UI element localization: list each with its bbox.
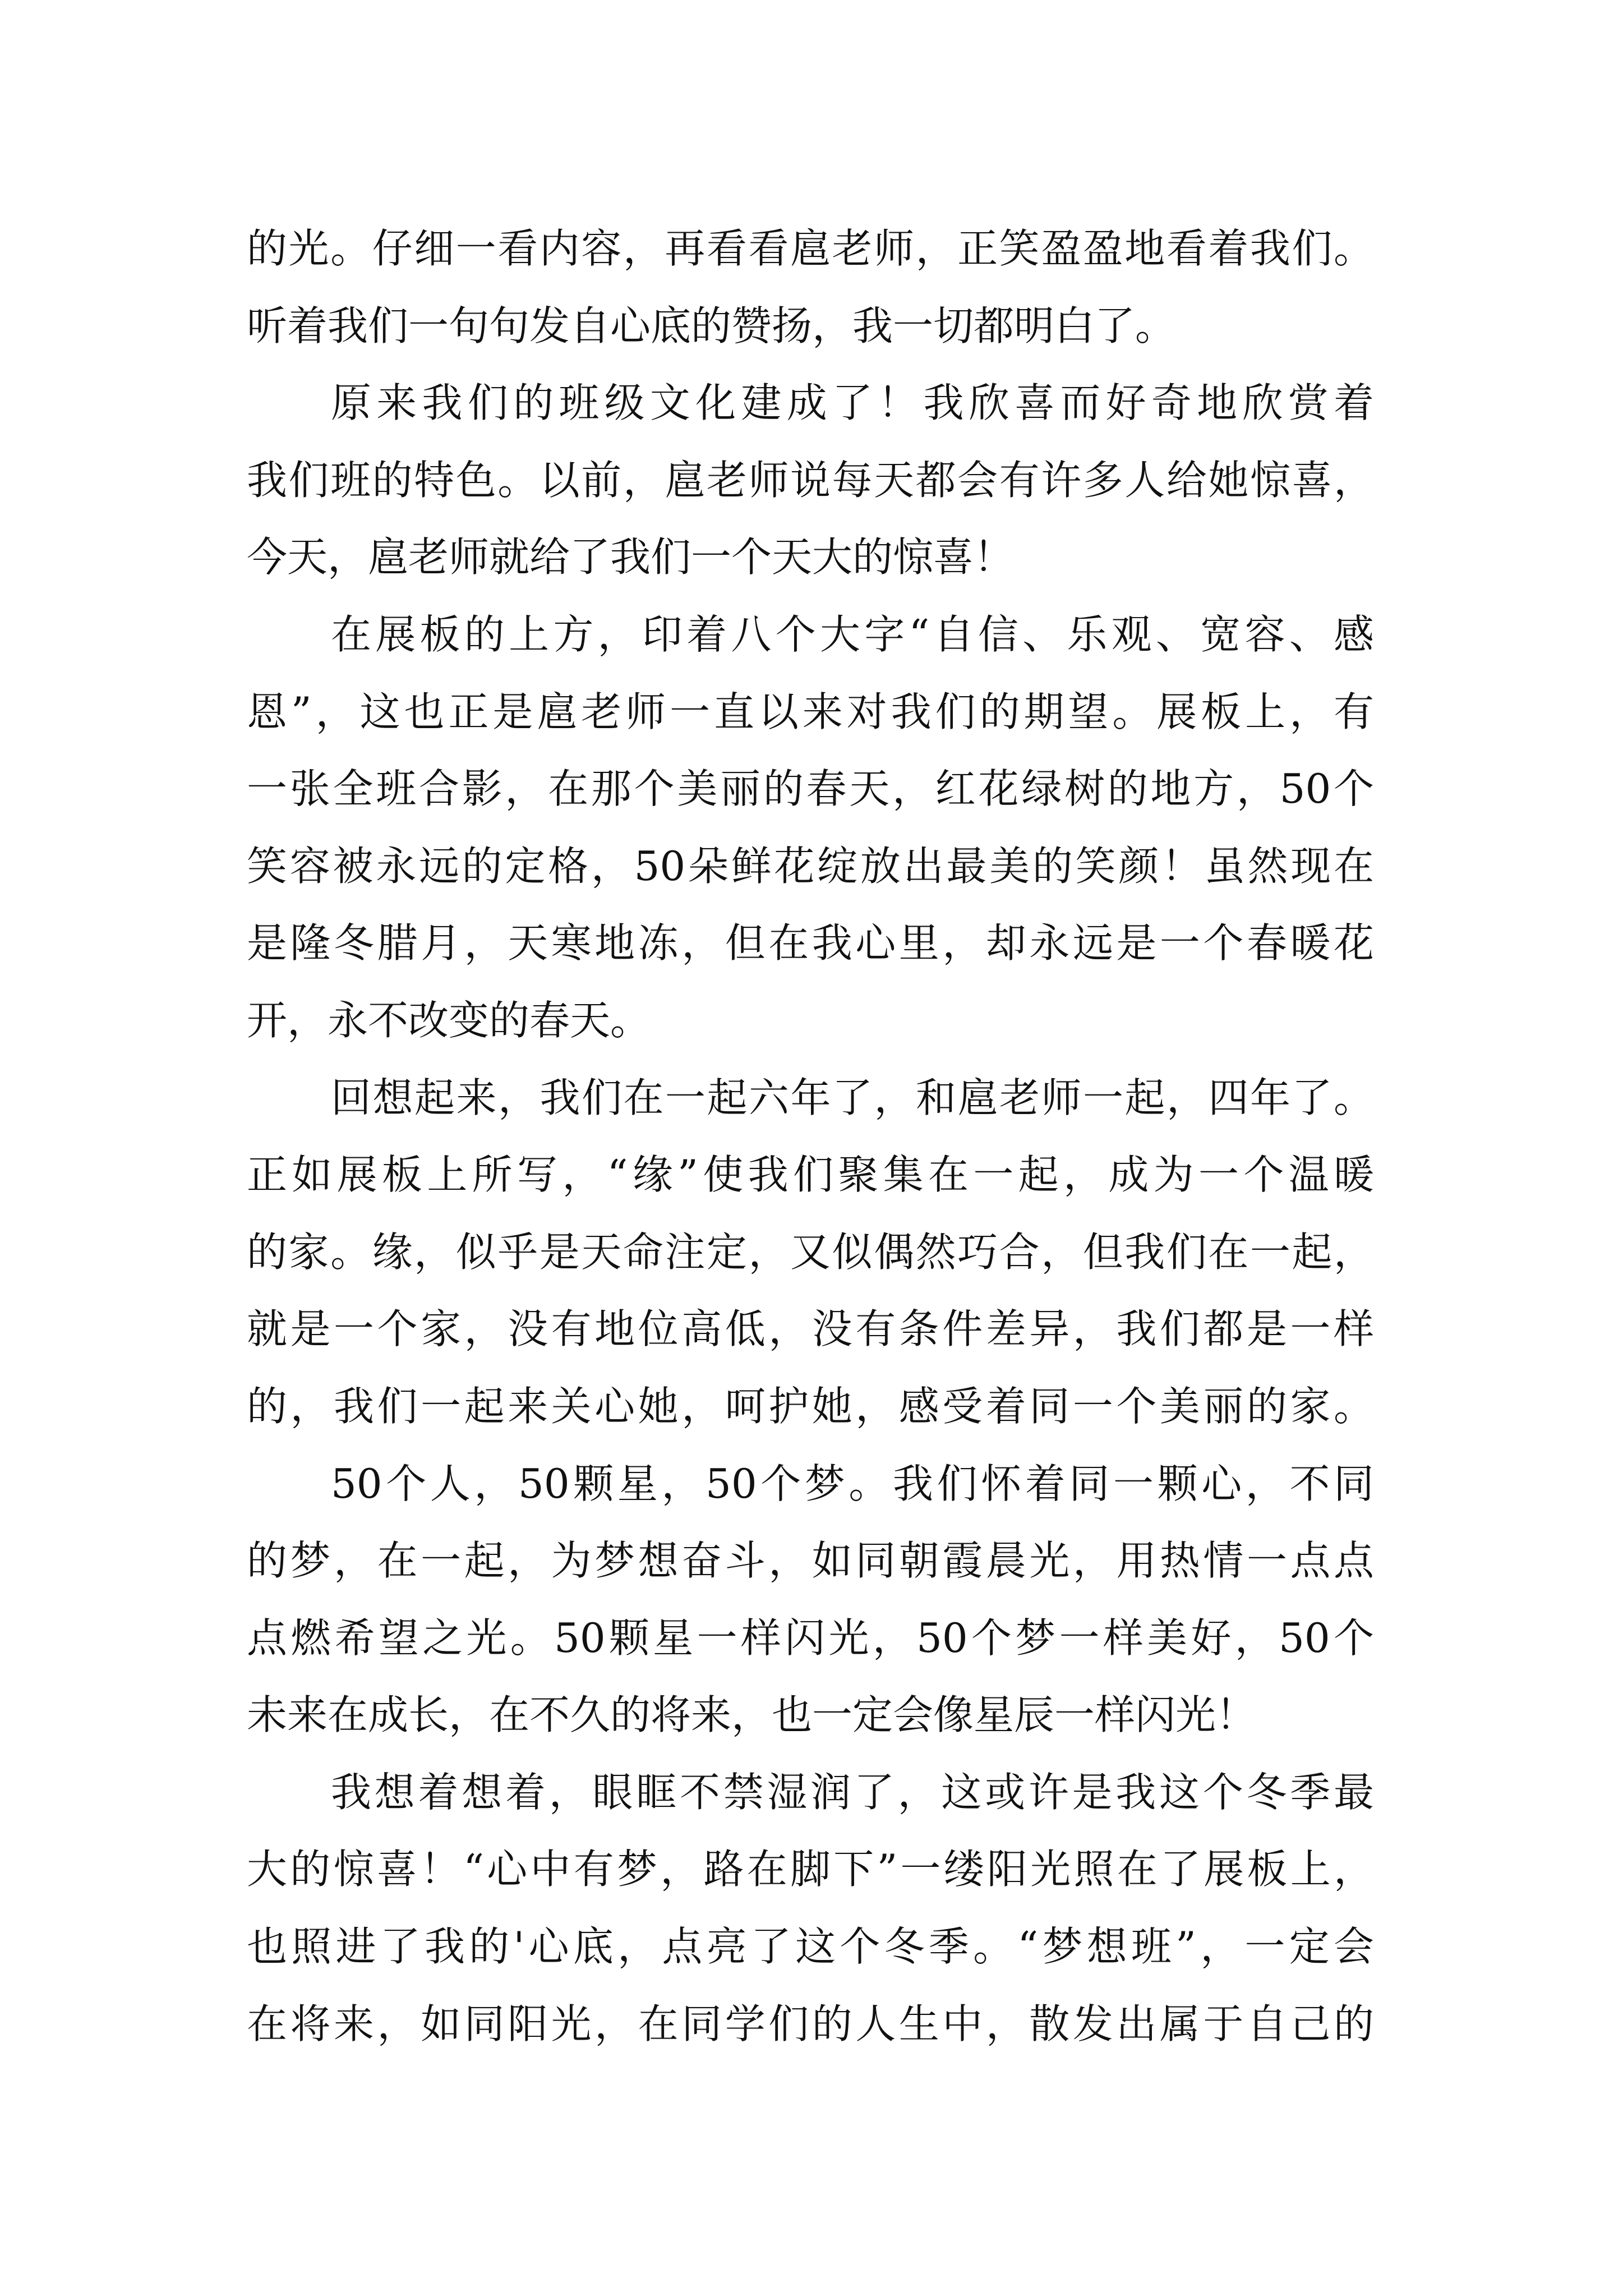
text-line: 一张全班合影，在那个美丽的春天，红花绿树的地方，50个 bbox=[247, 765, 1374, 813]
paragraph bbox=[247, 1060, 1374, 1446]
text-line: 未来在成长，在不久的将来，也一定会像星辰一样闪光！ bbox=[247, 1691, 1257, 1739]
paragraph bbox=[247, 365, 1374, 596]
text-line: 正如展板上所写，“缘”使我们聚集在一起，成为一个温暖 bbox=[247, 1151, 1374, 1199]
text-line: 今天，扈老师就给了我们一个天大的惊喜！ bbox=[247, 533, 1015, 581]
text-line: 点燃希望之光。50颗星一样闪光，50个梦一样美好，50个 bbox=[247, 1614, 1374, 1662]
text-line: 大的惊喜！“心中有梦，路在脚下”一缕阳光照在了展板上， bbox=[247, 1846, 1374, 1893]
text-line: 是隆冬腊月，天寒地冻，但在我心里，却永远是一个春暖花 bbox=[247, 919, 1374, 967]
paragraph bbox=[247, 1446, 1374, 1754]
text-line: 回想起来，我们在一起六年了，和扈老师一起，四年了。 bbox=[331, 1074, 1374, 1121]
text-line: 50个人，50颗星，50个梦。我们怀着同一颗心，不同 bbox=[331, 1460, 1374, 1507]
text-line: 的光。仔细一看内容，再看看扈老师，正笑盈盈地看着我们。 bbox=[247, 225, 1374, 272]
text-line: 在将来，如同阳光，在同学们的人生中，散发出属于自己的 bbox=[247, 2000, 1374, 2047]
text-line: 原来我们的班级文化建成了！我欣喜而好奇地欣赏着 bbox=[331, 379, 1374, 427]
text-line: 的，我们一起来关心她，呵护她，感受着同一个美丽的家。 bbox=[247, 1382, 1374, 1430]
text-line: 听着我们一句句发自心底的赞扬，我一切都明白了。 bbox=[247, 302, 1176, 349]
text-line: 也照进了我的'心底，点亮了这个冬季。“梦想班”，一定会 bbox=[247, 1923, 1374, 1971]
text-line: 就是一个家，没有地位高低，没有条件差异，我们都是一样 bbox=[247, 1305, 1374, 1353]
paragraph bbox=[247, 596, 1374, 1060]
paragraph bbox=[247, 1754, 1374, 2063]
text-line: 的家。缘，似乎是天命注定，又似偶然巧合，但我们在一起， bbox=[247, 1228, 1374, 1276]
text-line: 在展板的上方，印着八个大字“自信、乐观、宽容、感 bbox=[331, 610, 1374, 658]
paragraph bbox=[247, 210, 1374, 365]
text-line: 笑容被永远的定格，50朵鲜花绽放出最美的笑颜！虽然现在 bbox=[247, 842, 1374, 890]
text-line: 的梦，在一起，为梦想奋斗，如同朝霞晨光，用热情一点点 bbox=[247, 1537, 1374, 1585]
body-text bbox=[247, 210, 1374, 2063]
text-line: 我们班的特色。以前，扈老师说每天都会有许多人给她惊喜， bbox=[247, 456, 1374, 504]
text-line: 开，永不改变的春天。 bbox=[247, 996, 651, 1044]
text-line: 恩”，这也正是扈老师一直以来对我们的期望。展板上，有 bbox=[247, 688, 1374, 735]
text-line: 我想着想着，眼眶不禁湿润了，这或许是我这个冬季最 bbox=[331, 1768, 1374, 1816]
